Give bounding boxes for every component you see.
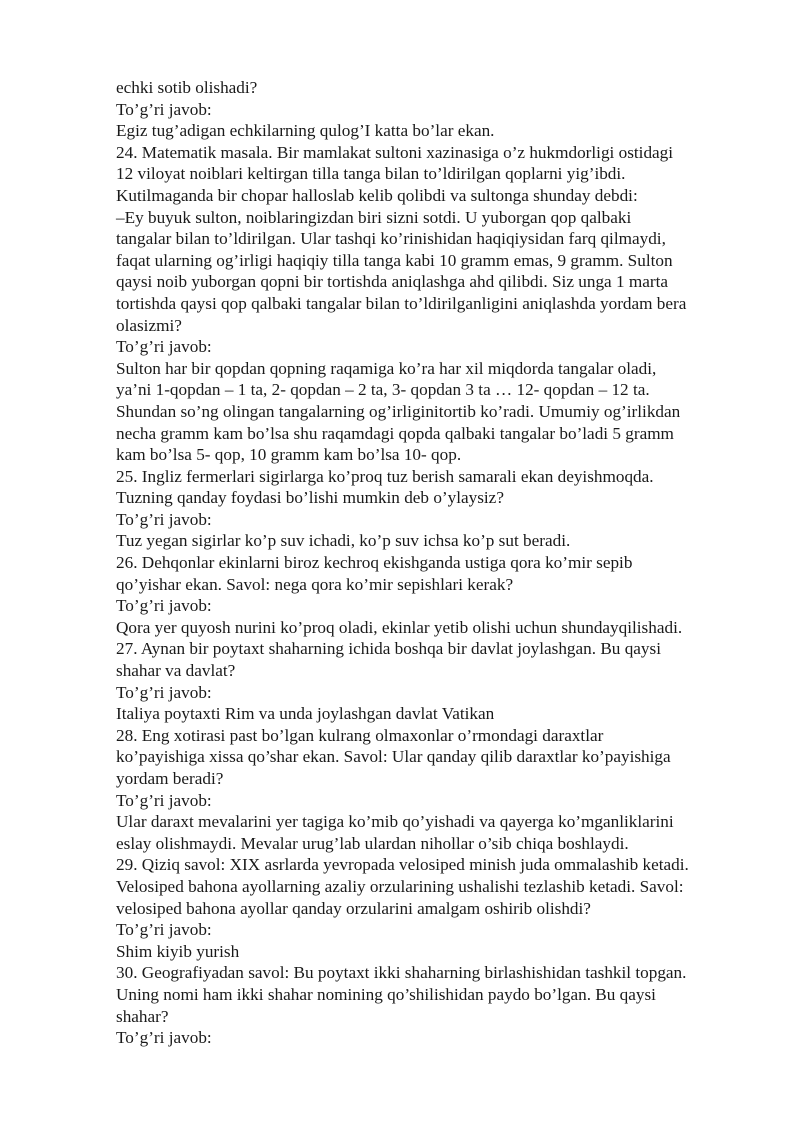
answer-label: To’g’ri javob: <box>116 596 212 616</box>
question-24: 24. Matematik masala. Bir mamlakat sultoni xazinasiga o’z hukmdorligi ostidagi <box>116 142 674 162</box>
answer-text: Shundan so’ng olingan tangalarning og’irliginitortib ko’radi. Umumiy og’irlikdan <box>116 401 681 421</box>
text-line: tangalar bilan to’ldirilgan. Ular tashqi ko’rinishidan haqiqiysidan farq qilmaydi, <box>116 229 666 249</box>
text-line: qo’yishar ekan. Savol: nega qora ko’mir sepishlari kerak? <box>116 574 514 594</box>
answer-text: eslay olishmaydi. Mevalar urug’lab ulardan nihollar o’sib chiqa boshlaydi. <box>116 833 629 853</box>
question-30: 30. Geografiyadan savol: Bu poytaxt ikki shaharning birlashishidan tashkil topgan. <box>116 963 687 983</box>
answer-label: To’g’ri javob: <box>116 682 212 702</box>
text-line: shahar va davlat? <box>116 661 236 681</box>
answer-text: ya’ni 1-qopdan – 1 ta, 2- qopdan – 2 ta, 3- qopdan 3 ta … 12- qopdan – 12 ta. <box>116 380 650 400</box>
text-line: 12 viloyat noiblari keltirgan tilla tanga bilan to’ldirilgan qoplarni yig’ibdi. <box>116 164 626 184</box>
text-line: ko’payishiga xissa qo’shar ekan. Savol: Ular qanday qilib daraxtlar ko’payishiga <box>116 747 671 767</box>
text-line: Uning nomi ham ikki shahar nomining qo’shilishidan paydo bo’lgan. Bu qaysi <box>116 984 656 1004</box>
answer-text: kam bo’lsa 5- qop, 10 gramm kam bo’lsa 10- qop. <box>116 445 462 465</box>
answer-text: Shim kiyib yurish <box>116 941 240 961</box>
question-26: 26. Dehqonlar ekinlarni biroz kechroq ekishganda ustiga qora ko’mir sepib <box>116 553 633 573</box>
text-line: echki sotib olishadi? <box>116 78 258 97</box>
answer-text: Tuz yegan sigirlar ko’p suv ichadi, ko’p suv ichsa ko’p sut beradi. <box>116 531 571 551</box>
text-line: –Ey buyuk sulton, noiblaringizdan biri sizni sotdi. U yuborgan qop qalbaki <box>116 207 632 227</box>
answer-text: Sulton har bir qopdan qopning raqamiga ko’ra har xil miqdorda tangalar oladi, <box>116 358 657 378</box>
answer-text: Egiz tug’adigan echkilarning qulog’I katta bo’lar ekan. <box>116 121 495 141</box>
text-line: qaysi noib yuborgan qopni bir tortishda aniqlashga ahd qilibdi. Siz unga 1 marta <box>116 272 668 292</box>
question-28: 28. Eng xotirasi past bo’lgan kulrang olmaxonlar o’rmondagi daraxtlar <box>116 725 604 745</box>
answer-label: To’g’ri javob: <box>116 920 212 940</box>
answer-label: To’g’ri javob: <box>116 1028 212 1048</box>
answer-text: Qora yer quyosh nurini ko’proq oladi, ekinlar yetib olishi uchun shundayqilishadi. <box>116 617 683 637</box>
text-line: olasizmi? <box>116 315 182 335</box>
text-line: shahar? <box>116 1006 169 1026</box>
text-line: yordam beradi? <box>116 769 224 788</box>
question-27: 27. Aynan bir poytaxt shaharning ichida boshqa bir davlat joylashgan. Bu qaysi <box>116 639 661 659</box>
text-line: Kutilmaganda bir chopar halloslab kelib qolibdi va sultonga shunday debdi: <box>116 185 638 205</box>
question-29: 29. Qiziq savol: XIX asrlarda yevropada velosiped minish juda ommalashib ketadi. <box>116 855 689 875</box>
text-line: faqat ularning og’irligi haqiqiy tilla tanga kabi 10 gramm emas, 9 gramm. Sulton <box>116 250 673 270</box>
text-line: velosiped bahona ayollar qanday orzularini amalgam oshirib olishdi? <box>116 898 591 918</box>
text-line: Velosiped bahona ayollarning azaliy orzularining ushalishi tezlashib ketadi. Savol: <box>116 876 684 896</box>
answer-label: To’g’ri javob: <box>116 99 212 119</box>
answer-text: Ular daraxt mevalarini yer tagiga ko’mib qo’yishadi va qayerga ko’mganliklarini <box>116 812 674 832</box>
answer-text: Italiya poytaxti Rim va unda joylashgan davlat Vatikan <box>116 704 495 724</box>
answer-text: necha gramm kam bo’lsa shu raqamdagi qopda qalbaki tangalar bo’ladi 5 gramm <box>116 423 674 443</box>
answer-label: To’g’ri javob: <box>116 790 212 810</box>
question-25: 25. Ingliz fermerlari sigirlarga ko’proq tuz berish samarali ekan deyishmoqda. <box>116 466 654 486</box>
answer-label: To’g’ri javob: <box>116 509 212 529</box>
document-body <box>116 77 766 1049</box>
answer-label: To’g’ri javob: <box>116 337 212 357</box>
text-line: Tuzning qanday foydasi bo’lishi mumkin deb o’ylaysiz? <box>116 488 504 508</box>
text-line: tortishda qaysi qop qalbaki tangalar bilan to’ldirilganligini aniqlashda yordam bera <box>116 293 687 313</box>
